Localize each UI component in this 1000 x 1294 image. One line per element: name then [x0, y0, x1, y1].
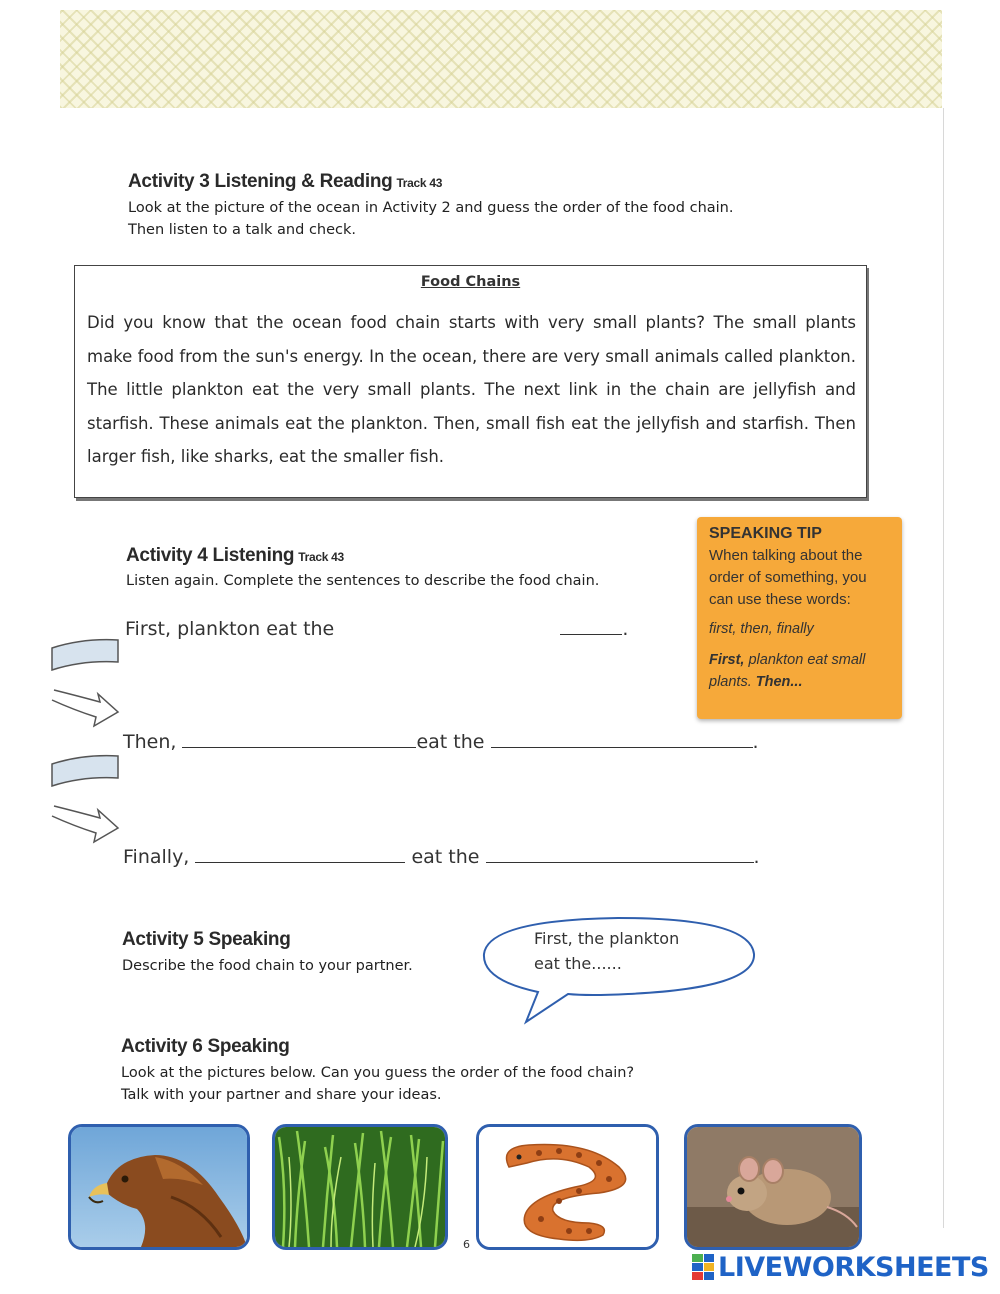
speaking-tip [697, 517, 902, 719]
activity4-instruction: Listen again. Complete the sentences to describe the food chain. [126, 573, 600, 589]
page-number: 6 [463, 1238, 470, 1251]
speech-bubble [478, 914, 758, 1026]
liveworksheets-logo-icon [692, 1254, 714, 1280]
activity6-instruction [121, 1062, 634, 1106]
activity4-track: Track 43 [298, 550, 344, 564]
sentence-2-suffix: . [752, 731, 759, 753]
sentence-3-middle: eat the [411, 846, 480, 868]
activity3-instruction-line2: Then listen to a talk and check. [128, 222, 356, 238]
activity3-title: Activity 3 Listening & Reading [128, 171, 393, 192]
mouse-icon [687, 1127, 859, 1247]
activity5-title: Activity 5 Speaking [122, 929, 291, 950]
grass-icon [275, 1127, 445, 1247]
liveworksheets-logo-text: LIVEWORKSHEETS [718, 1251, 989, 1283]
activity5-instruction: Describe the food chain to your partner. [122, 958, 413, 974]
mouse-picture [684, 1124, 862, 1250]
speaking-tip-words: first, then, finally [709, 621, 814, 637]
speaking-tip-title: SPEAKING TIP [709, 525, 822, 542]
liveworksheets-logo [692, 1252, 989, 1282]
flow-arrow-icon [48, 636, 123, 736]
sentence-2-blank-1[interactable] [182, 730, 416, 748]
sentence-2 [123, 730, 759, 753]
activity3-track: Track 43 [396, 176, 443, 190]
speaking-tip-example-middle: plankton eat small plants. [709, 652, 866, 690]
decorative-banner [60, 10, 942, 108]
reading-text: Did you know that the ocean food chain starts with very small plants? The small plants make food from the sun's energy. In the ocean, there are very small animals called plankton. The little plankton eat the very small plants. The next link in the chain are jellyfish and starfish. These animals eat the plankton. Then, small fish eat the jellyfish and starfish. Then larger fish, like sharks, eat the smaller fish. [87, 313, 856, 467]
sentence-1-prefix: First, plankton eat the [125, 618, 335, 640]
eagle-icon [71, 1127, 247, 1247]
reading-title: Food Chains [420, 274, 521, 290]
eagle-picture [68, 1124, 250, 1250]
activity3-instruction [128, 197, 733, 241]
sentence-3 [123, 845, 760, 868]
activity4-title: Activity 4 Listening [126, 545, 295, 566]
activity3-heading [128, 171, 442, 193]
reading-box [74, 265, 867, 498]
bubble-line-2: eat the...... [534, 954, 622, 973]
sentence-2-prefix: Then, [123, 731, 177, 753]
speaking-tip-example [709, 649, 890, 693]
activity4-heading [126, 545, 344, 567]
speaking-tip-example-first: First, [709, 652, 745, 668]
speaking-tip-example-then: Then... [755, 674, 803, 690]
sentence-3-blank-2[interactable] [486, 845, 754, 863]
activity3-instruction-line1: Look at the picture of the ocean in Activity 2 and guess the order of the food chain. [128, 200, 734, 216]
flow-arrow-icon [48, 752, 123, 852]
activity6-instruction-line2: Talk with your partner and share your ideas. [121, 1087, 442, 1103]
sentence-1 [125, 617, 628, 640]
snake-icon [479, 1127, 656, 1247]
speech-bubble-text [534, 926, 679, 976]
sentence-3-blank-1[interactable] [195, 845, 405, 863]
sentence-3-prefix: Finally, [123, 846, 190, 868]
grass-picture [272, 1124, 448, 1250]
sentence-2-blank-2[interactable] [491, 730, 753, 748]
speaking-tip-body: When talking about the order of something, you can use these words: [709, 547, 867, 608]
sentence-1-suffix: . [622, 618, 629, 640]
activity6-instruction-line1: Look at the pictures below. Can you guess the order of the food chain? [121, 1065, 635, 1081]
sentence-2-middle: eat the [416, 731, 485, 753]
bubble-line-1: First, the plankton [534, 929, 680, 948]
sentence-1-blank[interactable] [560, 617, 622, 635]
sentence-3-suffix: . [753, 846, 760, 868]
activity6-title: Activity 6 Speaking [121, 1036, 290, 1057]
page-edge [943, 108, 944, 1228]
snake-picture [476, 1124, 659, 1250]
